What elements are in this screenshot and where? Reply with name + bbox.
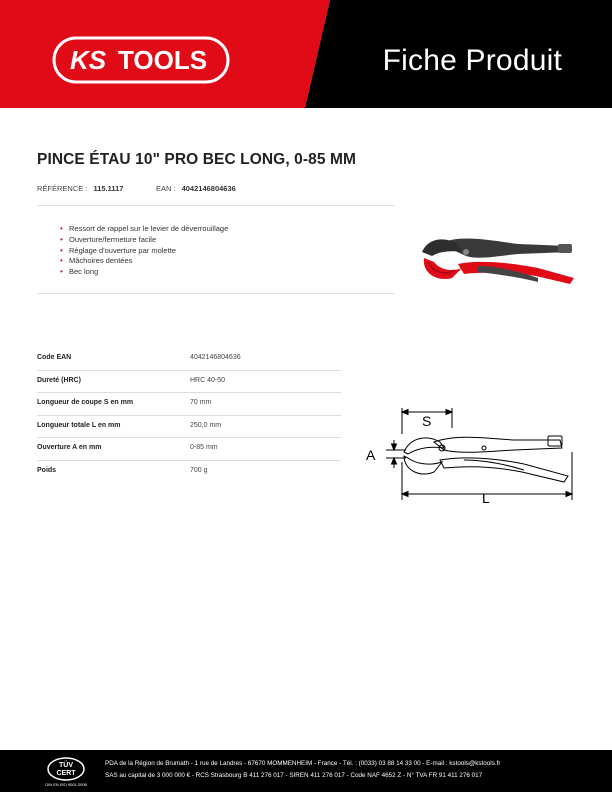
dimension-label-s: S bbox=[422, 413, 432, 429]
product-photo bbox=[418, 222, 578, 307]
page-footer bbox=[0, 750, 612, 792]
page-type-title: Fiche Produit bbox=[382, 44, 562, 77]
ean-value: 4042146804636 bbox=[181, 184, 236, 193]
list-item: • Ouverture/fermeture facile bbox=[60, 234, 157, 244]
list-item: • Ressort de rappel sur le levier de déverrouillage bbox=[60, 224, 229, 233]
bullet-icon: • bbox=[60, 267, 63, 277]
reference-label: RÉFÉRENCE : bbox=[37, 184, 88, 193]
svg-text:KS: KS bbox=[70, 45, 107, 75]
table-row bbox=[37, 461, 341, 483]
spec-key: Dureté (HRC) bbox=[37, 376, 81, 384]
divider-top bbox=[37, 205, 395, 206]
bullet-icon: • bbox=[60, 256, 63, 266]
ean-label: EAN : bbox=[156, 184, 176, 193]
spec-value: 70 mm bbox=[190, 399, 212, 406]
spec-value: 4042146804636 bbox=[190, 354, 241, 361]
reference-value: 115.1117 bbox=[93, 184, 124, 193]
tuv-cert-logo bbox=[38, 756, 94, 788]
divider-middle bbox=[37, 293, 395, 294]
page-header bbox=[0, 0, 612, 108]
bullet-icon: • bbox=[60, 224, 63, 233]
list-item: • Mâchoires dentées bbox=[60, 256, 133, 266]
spec-value: 0-85 mm bbox=[190, 444, 218, 451]
dimension-label-l: L bbox=[482, 490, 490, 504]
footer-address: PDA de la Région de Brumath - 1 rue de Landres - 67670 MOMMENHEIM - France - Tél. : (0033) 03 88 14 33 00 - E-mail : kstools@kstools.fr bbox=[105, 760, 501, 767]
spec-value: 250,0 mm bbox=[190, 421, 222, 429]
table-row bbox=[37, 371, 341, 394]
reference-line bbox=[37, 184, 236, 193]
feature-list bbox=[60, 224, 228, 278]
specs-table bbox=[37, 348, 341, 482]
table-row bbox=[37, 416, 341, 439]
svg-text:CERT: CERT bbox=[56, 770, 76, 777]
list-item: • Bec long bbox=[60, 267, 99, 277]
spec-key: Poids bbox=[37, 466, 57, 474]
svg-text:TOOLS: TOOLS bbox=[118, 45, 208, 75]
svg-text:DIN EN ISO 9001:2008: DIN EN ISO 9001:2008 bbox=[45, 782, 87, 787]
bullet-icon: • bbox=[60, 245, 63, 255]
spec-key: Longueur totale L en mm bbox=[37, 421, 121, 429]
bullet-icon: • bbox=[60, 234, 63, 244]
list-item: • Réglage d'ouverture par molette bbox=[60, 245, 176, 255]
product-title: PINCE ÉTAU 10" PRO BEC LONG, 0-85 MM bbox=[37, 151, 356, 168]
spec-key: Code EAN bbox=[37, 354, 72, 361]
ks-tools-logo bbox=[52, 36, 230, 84]
footer-legal: SAS au capital de 3 000 000 € - RCS Strasbourg B 411 276 017 - SIREN 411 276 017 - Code NAF 4652 Z - N° TVA FR 91 411 276 017 bbox=[105, 772, 483, 779]
spec-key: Longueur de coupe S en mm bbox=[37, 399, 134, 406]
spec-value: 700 g bbox=[190, 466, 208, 474]
table-row bbox=[37, 393, 341, 416]
svg-text:TÜV: TÜV bbox=[59, 762, 73, 769]
spec-key: Ouverture A en mm bbox=[37, 444, 102, 451]
table-row bbox=[37, 438, 341, 461]
spec-value: HRC 40-50 bbox=[190, 376, 226, 384]
table-row bbox=[37, 348, 341, 371]
dimension-diagram bbox=[364, 404, 580, 509]
dimension-label-a: A bbox=[366, 447, 376, 463]
